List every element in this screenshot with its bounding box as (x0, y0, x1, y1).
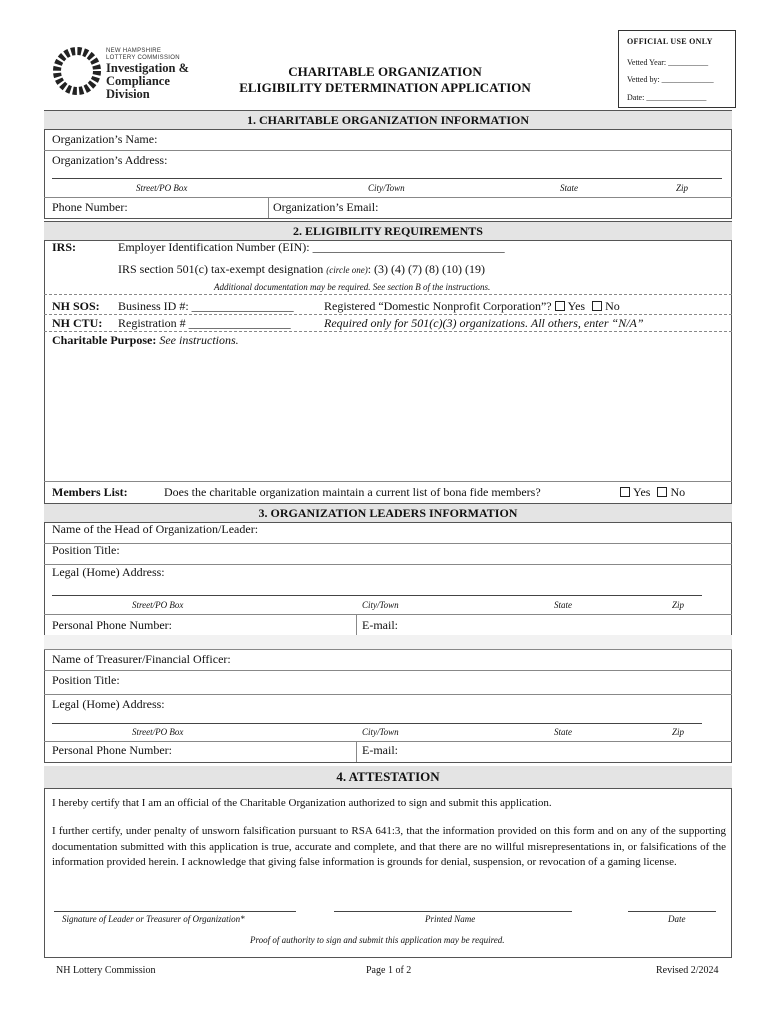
street-caption: Street/PO Box (136, 183, 188, 193)
date-caption: Date (668, 914, 686, 924)
leader-position-field[interactable] (44, 543, 732, 565)
nh-ctu-label: NH CTU: (52, 316, 103, 330)
nh-sos-label: NH SOS: (52, 299, 100, 313)
treasurer-name-label: Name of Treasurer/Financial Officer: (52, 652, 231, 666)
required-only-note: Required only for 501(c)(3) organizations. All others, enter “N/A” (324, 316, 644, 330)
form-title: CHARITABLE ORGANIZATION ELIGIBILITY DETERMINATION APPLICATION (239, 64, 531, 95)
org-name-label: Organization’s Name: (52, 132, 158, 146)
leader-name-field[interactable] (44, 522, 732, 544)
irs-designation-line (118, 262, 485, 277)
org-email-field[interactable] (269, 197, 731, 218)
email-label: Organization’s Email: (273, 200, 379, 214)
members-options: Yes No (620, 485, 685, 500)
official-use-title: OFFICIAL USE ONLY (627, 37, 713, 46)
street-caption: Street/PO Box (132, 727, 184, 737)
members-question: Does the charitable organization maintain a current list of bona fide members? (164, 485, 541, 499)
business-id-field[interactable]: Business ID #: _________________ (118, 299, 294, 313)
zip-caption: Zip (676, 183, 689, 193)
irs-section-label: IRS section 501(c) tax-exempt designation (118, 262, 324, 276)
logo-small-line2: LOTTERY COMMISSION (106, 55, 180, 61)
zip-caption: Zip (672, 727, 685, 737)
printed-name-caption: Printed Name (425, 914, 476, 924)
leader-address-field[interactable] (44, 564, 732, 615)
page-number: Page 1 of 2 (366, 965, 412, 976)
state-caption: State (554, 600, 572, 610)
treasurer-position-field[interactable] (44, 670, 732, 695)
treasurer-position-label: Position Title: (52, 673, 120, 687)
additional-doc-note: Additional documentation may be required. See section B of the instructions. (214, 282, 491, 292)
section1-title: 1. CHARITABLE ORGANIZATION INFORMATION (44, 110, 732, 130)
section3-title: 3. ORGANIZATION LEADERS INFORMATION (44, 503, 732, 523)
logo-small-line1: NEW HAMPSHIRE (106, 48, 162, 54)
state-caption: State (560, 183, 578, 193)
city-caption: City/Town (368, 183, 405, 193)
attestation-p1: I hereby certify that I am an official of the Charitable Organization authorized to sign and submit this application. (52, 797, 552, 809)
zip-caption: Zip (672, 600, 685, 610)
members-no-checkbox[interactable] (657, 487, 667, 497)
official-use-box (618, 30, 736, 108)
date-line[interactable] (628, 911, 716, 912)
leader-email-label[interactable]: E-mail: (362, 618, 398, 632)
designation-options[interactable]: : (3) (4) (7) (8) (10) (19) (367, 262, 485, 276)
vetted-year: Vetted Year: __________ (627, 58, 709, 67)
city-caption: City/Town (362, 727, 399, 737)
registered-no-checkbox[interactable] (592, 301, 602, 311)
section4-title: 4. ATTESTATION (44, 766, 732, 789)
ein-field[interactable]: Employer Identification Number (EIN): ________________________________ (118, 240, 505, 254)
signature-caption: Signature of Leader or Treasurer of Organization* (62, 914, 245, 924)
leader-phone-label[interactable]: Personal Phone Number: (52, 618, 172, 632)
purpose-note: See instructions. (159, 333, 239, 347)
members-list-label: Members List: (52, 485, 128, 499)
org-address-label: Organization’s Address: (52, 153, 168, 167)
printed-name-line[interactable] (334, 911, 572, 912)
leader-name-label: Name of the Head of Organization/Leader: (52, 522, 259, 536)
street-caption: Street/PO Box (132, 600, 184, 610)
registration-field[interactable]: Registration # _________________ (118, 316, 291, 330)
logo-line2: Compliance Division (106, 74, 170, 101)
treasurer-address-label: Legal (Home) Address: (52, 697, 165, 711)
logo (52, 44, 202, 101)
section2-title: 2. ELIGIBILITY REQUIREMENTS (44, 221, 732, 241)
revision-date: Revised 2/2024 (656, 965, 719, 976)
city-caption: City/Town (362, 600, 399, 610)
org-address-field[interactable] (44, 150, 732, 197)
lottery-ring-icon (52, 46, 102, 96)
treasurer-name-field[interactable] (44, 649, 732, 671)
logo-line1: Investigation & (106, 61, 189, 75)
attestation-p2: I further certify, under penalty of unsworn falsification pursuant to RSA 641:3, that the information provided on this form and on any of the supporting documentation submitted with this application is true, accurate and complete, and that there are no willful misrepresentations in, or falsifications of the information provided herein. I acknowledge that giving false information is grounds for denial, suspension, or revocation of a gaming license. (52, 825, 726, 868)
phone-label: Phone Number: (52, 200, 128, 214)
signature-line[interactable] (54, 911, 296, 912)
proof-note: Proof of authority to sign and submit this application may be required. (250, 935, 505, 945)
members-yes-checkbox[interactable] (620, 487, 630, 497)
vetted-date: Date: _______________ (627, 93, 707, 102)
treasurer-phone-label[interactable]: Personal Phone Number: (52, 743, 172, 757)
irs-label: IRS: (52, 240, 77, 254)
treasurer-address-field[interactable] (44, 694, 732, 742)
vetted-by: Vetted by: _____________ (627, 75, 714, 84)
charitable-purpose-field[interactable] (44, 331, 732, 481)
leader-position-label: Position Title: (52, 543, 120, 557)
footer-left: NH Lottery Commission (56, 965, 156, 976)
treasurer-email-label[interactable]: E-mail: (362, 743, 398, 757)
registered-question: Registered “Domestic Nonprofit Corporation”? Yes No (324, 299, 620, 313)
circle-one-note: (circle one) (326, 265, 368, 275)
registered-yes-checkbox[interactable] (555, 301, 565, 311)
purpose-label: Charitable Purpose: (52, 333, 157, 347)
org-phone-field[interactable] (44, 197, 268, 218)
state-caption: State (554, 727, 572, 737)
leader-address-label: Legal (Home) Address: (52, 565, 165, 579)
